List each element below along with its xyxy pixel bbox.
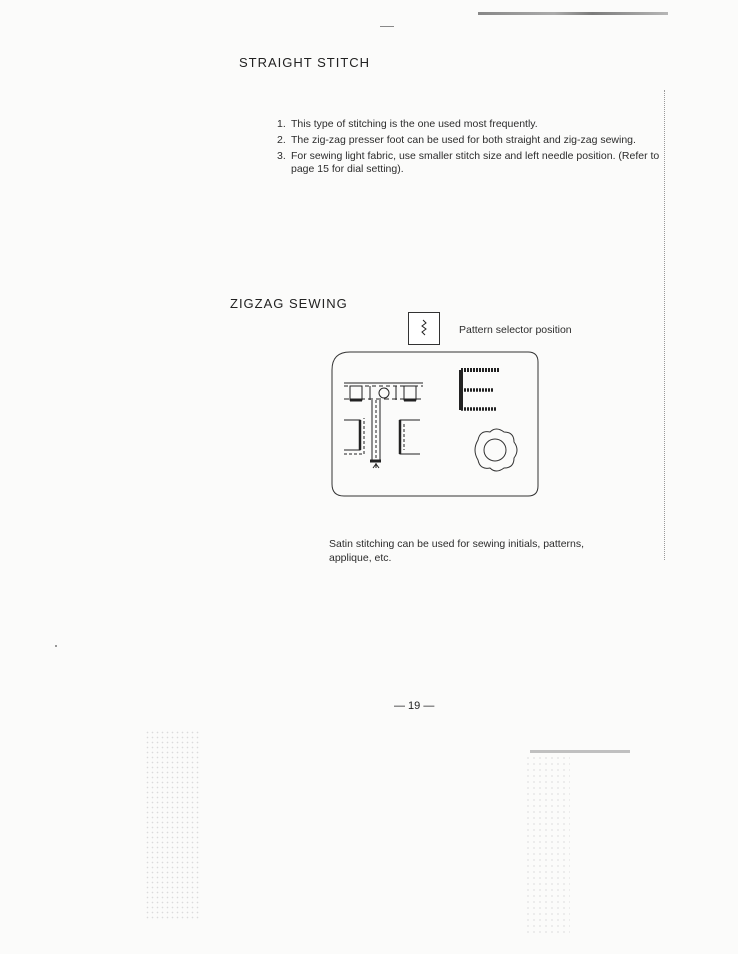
zigzag-sewing-heading: ZIGZAG SEWING: [230, 296, 348, 311]
pattern-selector-caption: Pattern selector position: [459, 324, 572, 336]
step-number: 1.: [277, 118, 286, 130]
scan-edge-mark: [478, 12, 668, 15]
step-number: 2.: [277, 134, 286, 146]
list-item: [277, 150, 677, 176]
step-number: 3.: [277, 150, 286, 162]
scan-noise-right: [525, 755, 570, 935]
scan-dash: [380, 26, 394, 27]
step-text: This type of stitching is the one used most frequently.: [291, 118, 538, 130]
scan-speck: [55, 645, 57, 647]
satin-stitch-description: Satin stitching can be used for sewing initials, patterns, applique, etc.: [329, 538, 585, 564]
zigzag-pattern-icon: [408, 312, 440, 345]
page-number: — 19 —: [394, 700, 435, 712]
step-text: For sewing light fabric, use smaller stitch size and left needle position. (Refer to page 15 for dial setting).: [291, 150, 660, 175]
scan-noise-left: [145, 730, 200, 920]
satin-stitch-illustration: [330, 350, 540, 498]
straight-stitch-heading: STRAIGHT STITCH: [239, 55, 371, 70]
straight-stitch-steps: [277, 118, 677, 179]
scan-bottom-mark: [530, 750, 630, 753]
list-item: [277, 118, 677, 131]
list-item: [277, 134, 677, 147]
step-text: The zig-zag presser foot can be used for both straight and zig-zag sewing.: [291, 134, 636, 146]
